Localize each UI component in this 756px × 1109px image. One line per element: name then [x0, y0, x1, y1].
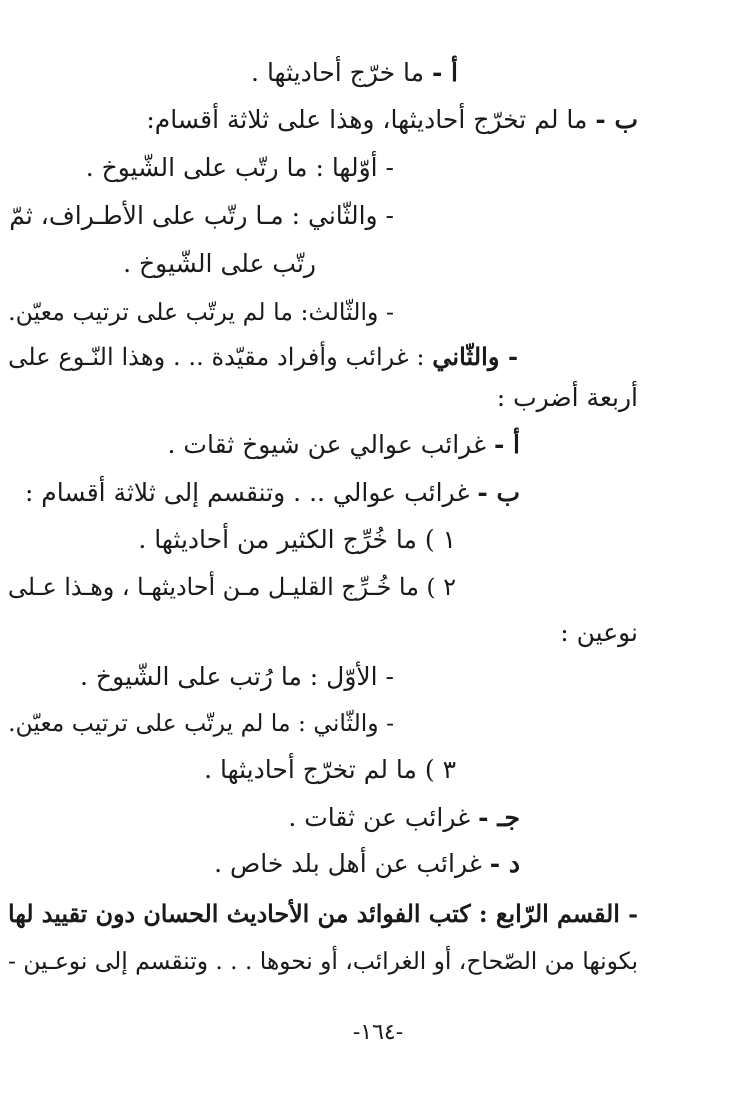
- line-14: [80, 660, 394, 694]
- item-text: رتّب على الشّيوخ .: [123, 249, 316, 278]
- line-18: [214, 847, 520, 881]
- line-20: [8, 945, 638, 979]
- item-text: ٣ ) ما لم تخرّج أحاديثها .: [204, 755, 456, 784]
- line-12: [8, 570, 456, 604]
- item-text: : غرائب وأفراد مقيّدة .. . وهذا النّـوع على: [8, 343, 433, 371]
- item-text: ١ ) ما خُرِّج الكثير من أحاديثها .: [138, 525, 456, 554]
- item-text: أربعة أضرب :: [496, 383, 638, 412]
- item-text: غرائب عن أهل بلد خاص .: [214, 849, 490, 878]
- line-1: [251, 56, 458, 90]
- line-8: [497, 381, 638, 415]
- line-19: [8, 897, 638, 931]
- item-text: ٢ ) ما خُـرِّج القليـل مـن أحاديثهـا ، وهـذا عـلى: [7, 573, 456, 601]
- line-5: [123, 247, 316, 281]
- item-marker: أ -: [493, 430, 520, 459]
- line-2: [146, 103, 638, 137]
- item-text: ما لم تخرّج أحاديثها، وهذا على ثلاثة أقسام:: [146, 105, 596, 134]
- item-text: : كتب الفوائد من الأحاديث الحسان دون تقييد لها: [8, 900, 496, 928]
- item-text: - والثّالث: ما لم يرتّب على ترتيب معيّن.: [8, 298, 394, 326]
- item-text: نوعين :: [560, 618, 638, 647]
- line-16: [204, 753, 456, 787]
- line-10: [25, 476, 520, 510]
- item-marker: - والثّاني: [432, 342, 518, 371]
- page-number: -١٦٤-: [352, 1020, 404, 1045]
- item-marker: جـ -: [478, 803, 520, 832]
- line-3: [86, 151, 394, 185]
- line-7: [8, 340, 518, 374]
- item-text: ما خرّج أحاديثها .: [251, 58, 432, 87]
- item-text: غرائب عن ثقات .: [288, 803, 479, 832]
- line-11: [138, 523, 456, 557]
- line-9: [168, 428, 520, 462]
- section-heading: - القسم الرّابع: [495, 900, 638, 928]
- line-17: [288, 801, 520, 835]
- item-text: غرائب عوالي .. . وتنقسم إلى ثلاثة أقسام :: [24, 478, 478, 507]
- item-text: غرائب عوالي عن شيوخ ثقات .: [167, 430, 494, 459]
- item-text: - أوّلها : ما رتّب على الشّيوخ .: [85, 153, 394, 182]
- item-text: - الأوّل : ما رُتب على الشّيوخ .: [80, 662, 394, 691]
- line-15: [8, 706, 394, 740]
- item-marker: ب -: [595, 105, 638, 134]
- item-text: - والثّاني : ما لم يرتّب على ترتيب معيّن.: [8, 709, 394, 737]
- line-4: [9, 199, 394, 233]
- item-marker: د -: [489, 849, 520, 878]
- item-marker: ب -: [477, 478, 520, 507]
- line-6: [8, 295, 394, 329]
- line-13: [560, 616, 638, 650]
- item-marker: أ -: [431, 58, 458, 87]
- item-text: بكونها من الصّحاح، أو الغرائب، أو نحوها . . . وتنقسم إلى نوعـين -: [8, 948, 638, 975]
- item-text: - والثّاني : مـا رتّب على الأطـراف، ثمّ: [9, 201, 394, 230]
